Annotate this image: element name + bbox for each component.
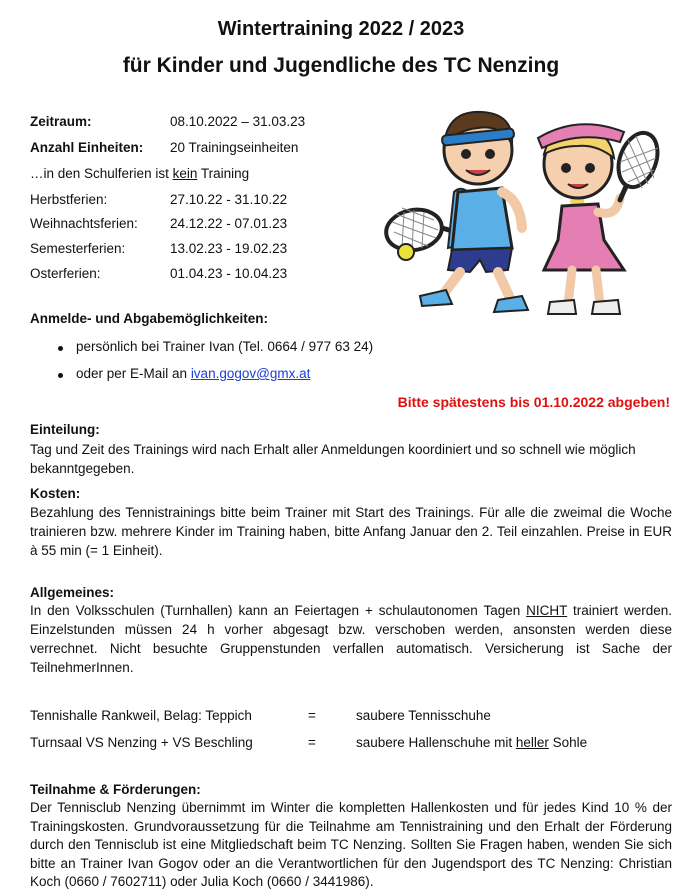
page-title-line1: Wintertraining 2022 / 2023	[217, 18, 465, 40]
zeitraum-label: Zeitraum:	[30, 114, 92, 129]
einheiten-value: 20 Trainingseinheiten	[170, 140, 299, 155]
einheiten-label: Anzahl Einheiten:	[30, 140, 144, 155]
girl-player-icon	[538, 124, 624, 314]
kosten-text: Bezahlung des Tennistrainings bitte beim Trainer mit Start des Trainings. Für alle die zweimal die Woche trainieren bzw. mehrere Kinder im Training haben, bitte Anfang Januar den 2. Teil einzahlen. Preise in EUR à 55 min (= 1 Einheit).	[30, 505, 672, 558]
holiday-dates: 24.12.22 - 07.01.23	[170, 216, 288, 231]
allgemeines-text-post: trainiert werden. Einzelstunden müssen 24 h vorher abgesagt bzw. verschoben werden, ansonsten werden diese verrechnet. Nicht besuchte Gruppenstunden verfallen automatisch. Versicherung ist Sache der TeilnehmerInnen.	[30, 603, 672, 675]
deadline-notice: Bitte spätestens bis 01.10.2022 abgeben!	[397, 394, 670, 410]
teilnahme-heading: Teilnahme & Förderungen:	[30, 782, 201, 797]
einteilung-text: Tag und Zeit des Trainings wird nach Erhalt aller Anmeldungen koordiniert und so schnell wie möglich bekanntgegeben.	[30, 442, 636, 476]
teilnahme-text: Der Tennisclub Nenzing übernimmt im Winter die kompletten Hallenkosten und für jedes Kind 10 % der Trainingskosten. Grundvoraussetzung für die Teilnahme am Tennistraining und den Erhalt der Förderung durch den Tennisclub ist eine Mitgliedschaft beim TC Nenzing. Sollten Sie Fragen haben, wenden Sie sich bitte an Trainer Ivan Gogov oder an die Verantwortlichen für den Jugendsport des TC Nenzing: Christian Koch (0660 / 7602711) oder Julia Koch (0660 / 3441986).	[30, 800, 672, 890]
anmelde-item-email	[76, 366, 310, 381]
tennis-kids-illustration	[382, 100, 672, 330]
ferien-note-post: Training	[197, 166, 250, 181]
email-link[interactable]: ivan.gogov@gmx.at	[190, 366, 311, 381]
ferien-note	[30, 166, 249, 181]
zeitraum-value: 08.10.2022 – 31.03.23	[170, 114, 306, 129]
allgemeines-heading: Allgemeines:	[30, 585, 115, 600]
ferien-note-kein: kein	[172, 166, 198, 181]
holiday-name: Herbstferien:	[30, 192, 108, 207]
hall-turnsaal-shoes-heller: heller	[515, 735, 549, 750]
boy-player-icon	[420, 112, 528, 312]
allgemeines-text-nicht: NICHT	[526, 603, 568, 618]
anmelde-email-prefix: oder per E-Mail an	[76, 366, 191, 381]
page-title-line2: für Kinder und Jugendliche des TC Nenzing	[122, 54, 560, 77]
allgemeines-text	[30, 601, 672, 677]
kosten-heading: Kosten:	[30, 486, 81, 501]
tennis-ball-icon	[398, 244, 414, 260]
hall-equals: =	[308, 708, 316, 723]
bullet-icon	[58, 373, 63, 378]
hall-rankweil-shoes: saubere Tennisschuhe	[356, 708, 491, 723]
holiday-name: Weihnachtsferien:	[30, 216, 138, 231]
anmelde-item-personal: persönlich bei Trainer Ivan (Tel. 0664 / 977 63 24)	[76, 339, 374, 354]
hall-equals: =	[308, 735, 316, 750]
hall-turnsaal: Turnsaal VS Nenzing + VS Beschling	[30, 735, 253, 750]
ferien-note-pre: …in den Schulferien ist	[30, 166, 173, 181]
hall-turnsaal-shoes	[356, 735, 587, 750]
bullet-icon	[58, 346, 63, 351]
hall-turnsaal-shoes-post: Sohle	[548, 735, 588, 750]
hall-rankweil: Tennishalle Rankweil, Belag: Teppich	[30, 708, 252, 723]
hall-turnsaal-shoes-pre: saubere Hallenschuhe mit	[356, 735, 516, 750]
holiday-dates: 13.02.23 - 19.02.23	[170, 241, 288, 256]
allgemeines-text-pre: In den Volksschulen (Turnhallen) kann an Feiertagen + schulautonomen Tagen	[30, 603, 527, 618]
holiday-name: Semesterferien:	[30, 241, 126, 256]
holiday-name: Osterferien:	[30, 266, 101, 281]
einteilung-heading: Einteilung:	[30, 422, 100, 437]
holiday-dates: 01.04.23 - 10.04.23	[170, 266, 288, 281]
anmelde-heading: Anmelde- und Abgabemöglichkeiten:	[30, 311, 269, 326]
holiday-dates: 27.10.22 - 31.10.22	[170, 192, 288, 207]
